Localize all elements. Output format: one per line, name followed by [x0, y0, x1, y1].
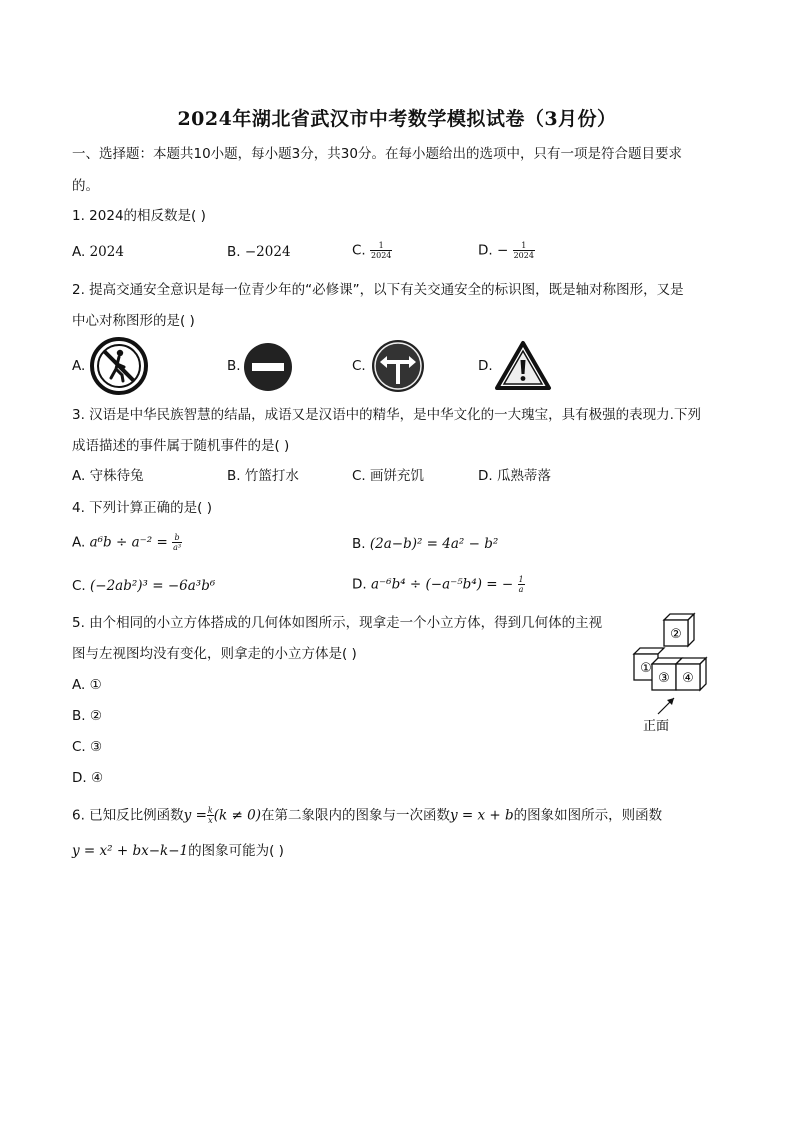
cube-3-label: ③	[658, 671, 670, 686]
q5-option-c[interactable]: C. ③	[72, 739, 103, 755]
q3-stem-line1: 3. 汉语是中华民族智慧的结晶，成语又是汉语中的精华，是中华文化的一大瑰宝，具有极强的表现力.下列	[72, 407, 701, 423]
q2-option-d-label[interactable]: D.	[478, 358, 493, 374]
q6-stem-line1	[72, 806, 662, 825]
q6-stem-post: 的图象如图所示，则函数	[513, 807, 663, 824]
q1-option-a-label: A.	[72, 244, 86, 260]
q1-option-c-denominator: 2024	[371, 251, 392, 260]
q1-option-d-fraction	[513, 241, 535, 260]
q4-option-a-numerator: b	[172, 533, 182, 543]
q3-stem-line2: 成语描述的事件属于随机事件的是( )	[72, 438, 290, 454]
q6-func1-denominator: x	[208, 816, 213, 825]
q4-option-a-denominator: a³	[173, 543, 182, 552]
q1-option-d-label: D.	[478, 242, 493, 259]
q4-option-b-label: B.	[352, 536, 366, 552]
q6-func1-lhs: y =	[183, 807, 207, 824]
q2-stem-line1: 2. 提高交通安全意识是每一位青少年的“必修课”，以下有关交通安全的标识图，既是轴对称图形，又是	[72, 282, 684, 298]
q4-option-d[interactable]	[352, 575, 525, 594]
q6-func2: y = x + b	[449, 807, 514, 824]
q4-option-a-fraction	[172, 533, 182, 552]
q6-func1-fraction	[207, 806, 214, 825]
q4-option-d-label: D.	[352, 576, 367, 593]
q5-option-b[interactable]: B. ②	[72, 708, 102, 724]
q1-option-c-numerator: 1	[370, 241, 392, 251]
q1-option-b[interactable]	[227, 243, 291, 261]
q6-func1-condition: (k ≠ 0)	[213, 807, 261, 824]
q6-stem-line2	[72, 842, 284, 860]
q1-option-c[interactable]	[352, 241, 392, 260]
q1-option-c-fraction	[370, 241, 392, 260]
section-instructions-line2: 的。	[72, 178, 99, 194]
q3-option-a[interactable]: A. 守株待兔	[72, 468, 144, 484]
q6-line2-post: 的图象可能为( )	[188, 843, 284, 859]
turn-left-right-sign-icon	[370, 338, 426, 394]
q4-option-b-expr: (2a−b)² = 4a² − b²	[369, 536, 499, 552]
q2-option-c-label[interactable]: C.	[352, 358, 366, 374]
q1-option-d-sign: −	[496, 242, 509, 259]
q1-option-c-label: C.	[352, 242, 366, 259]
q1-option-b-value: −2024	[244, 244, 291, 260]
q4-stem: 4. 下列计算正确的是( )	[72, 500, 212, 516]
q6-stem-pre: 6. 已知反比例函数	[72, 807, 184, 824]
q1-stem: 1. 2024的相反数是( )	[72, 208, 206, 224]
q6-func1-numerator: k	[207, 806, 213, 815]
q4-option-a-expr: a⁶b ÷ a⁻² =	[89, 534, 168, 551]
q1-option-d[interactable]	[478, 241, 535, 260]
q2-stem-line2: 中心对称图形的是( )	[72, 313, 195, 329]
section-instructions-line1: 一、选择题：本题共10小题，每小题3分，共30分。在每小题给出的选项中，只有一项是符合题目要求	[72, 146, 682, 162]
q4-option-a[interactable]	[72, 533, 182, 552]
q6-line2-function: y = x² + bx−k−1	[72, 843, 189, 859]
warning-triangle-sign-icon	[494, 340, 552, 392]
cube-1-label: ①	[640, 661, 652, 676]
q4-option-d-expr: a⁻⁶b⁴ ÷ (−a⁻⁵b⁴) = −	[370, 576, 514, 593]
q4-option-a-label: A.	[72, 534, 86, 551]
q4-option-d-denominator: a	[518, 585, 524, 594]
q1-option-d-denominator: 2024	[513, 251, 534, 260]
no-entry-sign-icon	[242, 341, 294, 393]
q5-option-d[interactable]: D. ④	[72, 770, 104, 786]
q2-option-b-label[interactable]: B.	[227, 358, 241, 374]
q4-option-b[interactable]	[352, 535, 498, 553]
q4-option-d-numerator: 1	[518, 575, 524, 584]
q2-option-a-label[interactable]: A.	[72, 358, 86, 374]
q3-option-c[interactable]: C. 画饼充饥	[352, 468, 425, 484]
q3-option-d[interactable]: D. 瓜熟蒂落	[478, 468, 551, 484]
cube-2-label: ②	[670, 627, 682, 642]
q1-option-d-numerator: 1	[513, 241, 535, 251]
q1-option-b-label: B.	[227, 244, 241, 260]
cube-stack-figure	[628, 612, 724, 738]
q4-option-c-label: C.	[72, 578, 86, 594]
q1-option-a-value: 2024	[89, 244, 124, 260]
q4-option-c[interactable]	[72, 577, 215, 595]
front-view-label: 正面	[642, 719, 670, 734]
q5-stem-line1: 5. 由个相同的小立方体搭成的几何体如图所示，现拿走一个小立方体，得到几何体的主视	[72, 615, 603, 631]
q5-option-a[interactable]: A. ①	[72, 677, 102, 693]
page-title: 2024年湖北省武汉市中考数学模拟试卷（3月份）	[177, 108, 617, 130]
cube-4-label: ④	[682, 671, 694, 686]
q6-stem-mid: 在第二象限内的图象与一次函数	[260, 807, 450, 824]
q5-stem-line2: 图与左视图均没有变化，则拿走的小立方体是( )	[72, 646, 357, 662]
q1-option-a[interactable]	[72, 243, 124, 261]
q4-option-d-fraction	[518, 575, 525, 594]
q4-option-c-expr: (−2ab²)³ = −6a³b⁶	[90, 578, 216, 594]
no-pedestrian-sign-icon	[90, 337, 148, 395]
q3-option-b[interactable]: B. 竹篮打水	[227, 468, 299, 484]
